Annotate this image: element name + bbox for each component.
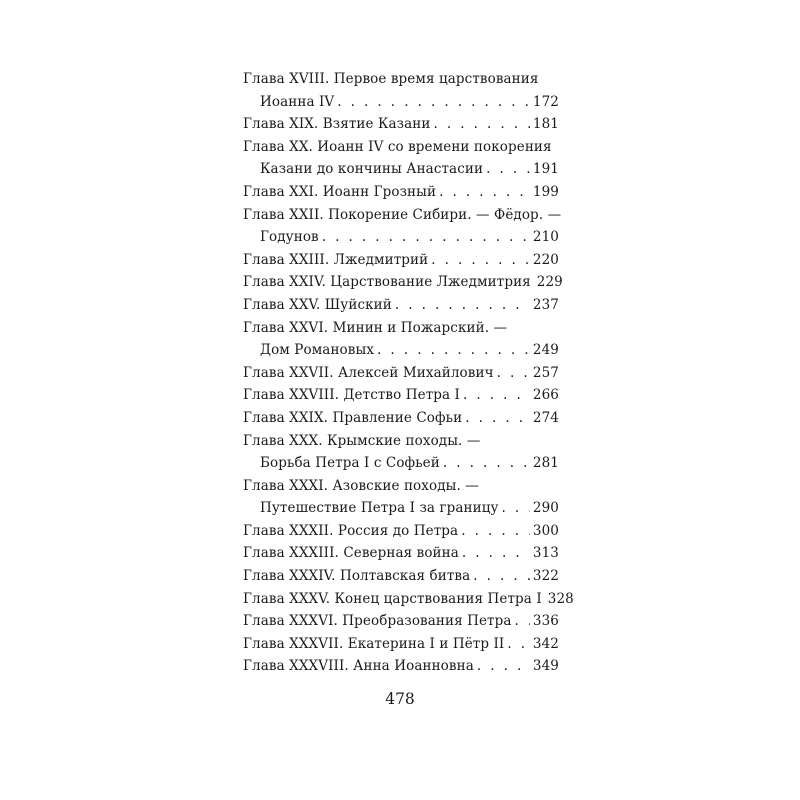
dot-leader [502, 497, 530, 520]
toc-line [243, 181, 559, 204]
toc-entry [243, 136, 559, 181]
toc-entry [243, 520, 559, 543]
table-of-contents [243, 68, 574, 678]
toc-line [243, 407, 559, 430]
toc-entry [243, 113, 559, 136]
toc-entry [243, 610, 559, 633]
toc-entry [243, 633, 559, 656]
chapter-title: Глава XXVI. Минин и Пожарский. — [243, 319, 508, 336]
toc-entry [243, 294, 559, 317]
chapter-page-number: 328 [547, 590, 574, 607]
dot-leader [497, 362, 530, 385]
dot-leader [515, 610, 530, 633]
toc-entry [243, 181, 559, 204]
toc-entry [243, 204, 562, 249]
toc-entry [243, 271, 563, 294]
chapter-page-number: 237 [532, 296, 559, 313]
chapter-page-number: 181 [532, 116, 559, 133]
chapter-title: Глава XXXVI. Преобразования Петра [243, 613, 512, 630]
toc-line [243, 565, 559, 588]
chapter-title: Глава XXXVIII. Анна Иоанновна [243, 658, 474, 675]
toc-line [243, 384, 559, 407]
dot-leader [431, 249, 530, 272]
toc-line [243, 475, 559, 498]
toc-line [243, 113, 559, 136]
dot-leader [322, 226, 530, 249]
toc-entry [243, 362, 559, 385]
chapter-title: Глава XXXII. Россия до Петра [243, 522, 459, 539]
chapter-page-number: 249 [532, 342, 559, 359]
page-number: 478 [385, 690, 415, 708]
chapter-title: Глава XIX. Взятие Казани [243, 116, 431, 133]
toc-entry [243, 317, 559, 362]
chapter-page-number: 266 [532, 387, 559, 404]
toc-line [243, 610, 559, 633]
dot-leader [463, 384, 530, 407]
chapter-title: Глава XX. Иоанн IV со времени покорения [243, 138, 552, 155]
toc-line [243, 362, 559, 385]
toc-line [243, 520, 559, 543]
dot-leader [439, 181, 530, 204]
toc-line [243, 91, 559, 114]
toc-line [243, 294, 559, 317]
toc-line [243, 271, 563, 294]
toc-entry [243, 430, 559, 475]
toc-line [243, 226, 559, 249]
dot-leader [377, 339, 530, 362]
chapter-title: Глава XXII. Покорение Сибири. — Фёдор. — [243, 206, 562, 223]
toc-line [243, 158, 559, 181]
chapter-title: Глава XXX. Крымские походы. — [243, 432, 481, 449]
chapter-page-number: 191 [532, 161, 559, 178]
toc-entry [243, 68, 559, 113]
dot-leader [434, 113, 530, 136]
dot-leader [465, 407, 530, 430]
toc-entry [243, 475, 559, 520]
chapter-page-number: 274 [532, 409, 559, 426]
chapter-page-number: 172 [532, 93, 559, 110]
chapter-title: Путешествие Петра I за границу [260, 500, 499, 517]
toc-line [243, 497, 559, 520]
toc-line [243, 317, 559, 340]
chapter-page-number: 199 [532, 183, 559, 200]
chapter-page-number: 322 [532, 568, 559, 585]
toc-entry [243, 407, 559, 430]
chapter-page-number: 342 [532, 635, 559, 652]
toc-line [243, 430, 559, 453]
chapter-page-number: 336 [532, 613, 559, 630]
dot-leader [507, 633, 530, 656]
dot-leader [473, 565, 530, 588]
chapter-page-number: 313 [532, 545, 559, 562]
chapter-page-number: 300 [532, 522, 559, 539]
chapter-title: Глава XXXVII. Екатерина I и Пётр II [243, 635, 505, 652]
chapter-title: Иоанна IV [260, 93, 335, 110]
chapter-title: Казани до кончины Анастасии [260, 161, 484, 178]
chapter-page-number: 281 [532, 455, 559, 472]
chapter-title: Дом Романовых [260, 342, 375, 359]
chapter-title: Глава XXIII. Лжедмитрий [243, 251, 429, 268]
chapter-title: Глава XXIV. Царствование Лжедмитрия [243, 274, 531, 291]
toc-entry [243, 249, 559, 272]
toc-line [243, 588, 574, 611]
toc-entry [243, 565, 559, 588]
toc-line [243, 68, 559, 91]
toc-line [243, 542, 559, 565]
dot-leader [443, 452, 530, 475]
chapter-title: Глава XXVII. Алексей Михайлович [243, 364, 494, 381]
dot-leader [461, 520, 530, 543]
chapter-title: Борьба Петра I с Софьей [260, 455, 440, 472]
chapter-page-number: 229 [536, 274, 563, 291]
toc-entry [243, 384, 559, 407]
chapter-page-number: 290 [532, 500, 559, 517]
dot-leader [395, 294, 530, 317]
toc-entry [243, 655, 559, 678]
chapter-title: Глава XXXIII. Северная война [243, 545, 459, 562]
toc-line [243, 136, 559, 159]
chapter-page-number: 210 [532, 229, 559, 246]
toc-line [243, 633, 559, 656]
toc-line [243, 452, 559, 475]
chapter-title: Глава XXV. Шуйский [243, 296, 392, 313]
dot-leader [462, 542, 530, 565]
chapter-title: Глава XVIII. Первое время царствования [243, 71, 539, 87]
chapter-title: Глава XXVIII. Детство Петра I [243, 387, 460, 404]
chapter-title: Глава XXI. Иоанн Грозный [243, 183, 437, 200]
toc-line [243, 339, 559, 362]
dot-leader [337, 91, 530, 114]
toc-line [243, 249, 559, 272]
chapter-page-number: 349 [532, 658, 559, 675]
chapter-title: Глава XXIX. Правление Софьи [243, 409, 463, 426]
chapter-title: Глава XXXI. Азовские походы. — [243, 477, 479, 494]
dot-leader [486, 158, 530, 181]
chapter-page-number: 257 [532, 364, 559, 381]
toc-line [243, 655, 559, 678]
chapter-title: Глава XXXIV. Полтавская битва [243, 568, 471, 585]
chapter-page-number: 220 [532, 251, 559, 268]
dot-leader [477, 655, 530, 678]
toc-line [243, 204, 562, 227]
toc-entry [243, 588, 574, 611]
chapter-title: Годунов [260, 229, 319, 246]
toc-entry [243, 542, 559, 565]
chapter-title: Глава XXXV. Конец царствования Петра I [243, 590, 542, 607]
